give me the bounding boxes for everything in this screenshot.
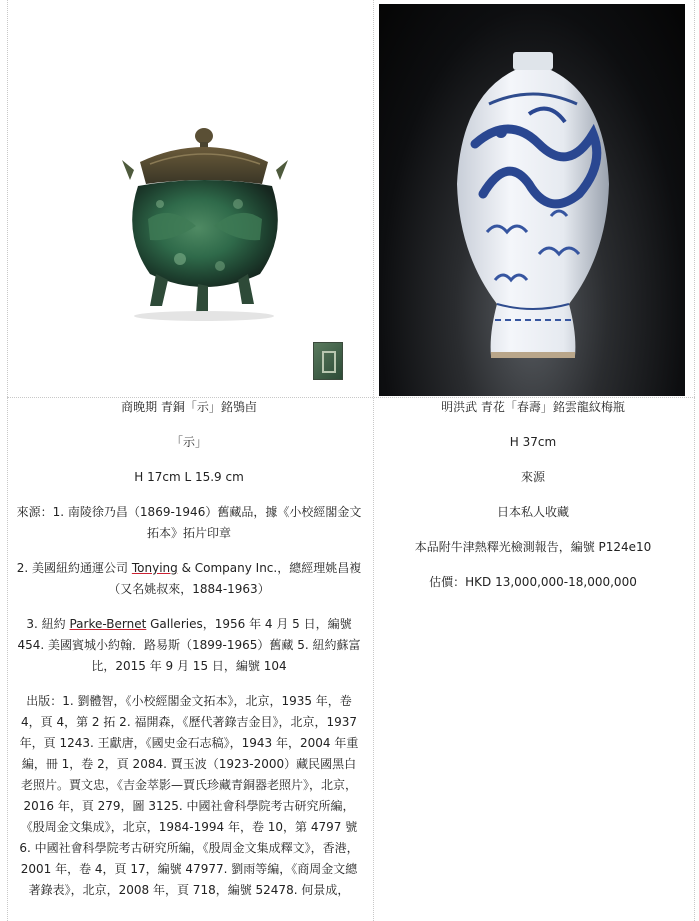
bronze-vessel-illustration bbox=[10, 4, 368, 396]
blue-white-dragon-vase-image bbox=[379, 4, 685, 396]
right-item-provenance-label: 來源 bbox=[520, 470, 545, 484]
grid-line-left bbox=[7, 0, 8, 921]
right-item-title: 明洪武 青花「春壽」銘雲龍紋梅瓶 bbox=[441, 400, 625, 414]
left-item-provenance-1: 來源：1. 南陵徐乃昌（1869-1946）舊藏品，據《小校經閣金文拓本》拓片印章 bbox=[16, 505, 362, 540]
right-item-dimensions: H 37cm bbox=[509, 435, 557, 449]
grid-line-right bbox=[694, 0, 695, 921]
left-item-provenance-2 bbox=[16, 558, 362, 600]
left-item-inscription: 「示」 bbox=[170, 435, 207, 449]
provenance-2-suffix: & Company Inc.，總經理姚昌複（又名姚叔來，1884-1963） bbox=[108, 561, 362, 596]
provenance-3-link[interactable]: Parke-Bernet bbox=[69, 617, 147, 631]
right-item-report: 本品附牛津熱釋光檢測報告，編號 P124e10 bbox=[414, 540, 652, 554]
provenance-3-prefix: 3. 紐約 bbox=[26, 617, 70, 631]
inscription-rubbing-thumbnail bbox=[313, 342, 343, 380]
left-item-details bbox=[16, 397, 362, 915]
bronze-owl-vessel-image bbox=[10, 4, 368, 396]
provenance-2-link[interactable]: Tonying bbox=[131, 561, 178, 575]
grid-line-middle bbox=[373, 0, 374, 921]
left-item-provenance-3 bbox=[16, 614, 362, 677]
vase-illustration bbox=[379, 4, 685, 396]
right-item-details bbox=[382, 397, 684, 607]
left-item-literature: 出版：1. 劉體智，《小校經閣金文拓本》，北京，1935 年，卷 4，頁 4，第 2 拓 2. 福開森，《歷代著錄吉金目》，北京，1937 年，頁 1243. 王獻唐，《國史金石志稿》，1943 年，2004 年重編，冊 1，卷 2，頁 2084. 賈玉波（1923-2000）藏民國黑白老照片。賈文忠，《吉金萃影—賈氏珍藏青銅器老照片》，北京，2016 年，頁 279，圖 3125. 中國社會科學院考古研究所編，《殷周金文集成》，北京，1984-1994 年，卷 10，第 4797 號 6. 中國社會科學院考古研究所編，《殷周金文集成釋文》，香港，2001 年，卷 4，頁 17，編號 47977. 劉雨等編，《商周金文總著錄表》，北京，2008 年，頁 718，編號 52478. 何景成， bbox=[19, 694, 359, 897]
provenance-2-prefix: 2. 美國紐約通運公司 bbox=[16, 561, 132, 575]
right-item-provenance: 日本私人收藏 bbox=[496, 505, 569, 519]
provenance-3-suffix: Galleries，1956 年 4 月 5 日，編號 454. 美國賓城小約翰．路易斯（1899-1965）舊藏 5. 紐約蘇富比，2015 年 9 月 15 日，編號 104 bbox=[17, 617, 361, 673]
right-item-estimate: 估價：HKD 13,000,000-18,000,000 bbox=[429, 575, 637, 589]
left-item-title: 商晚期 青銅「示」銘鴞卣 bbox=[121, 400, 257, 414]
left-item-dimensions: H 17cm L 15.9 cm bbox=[134, 470, 244, 484]
